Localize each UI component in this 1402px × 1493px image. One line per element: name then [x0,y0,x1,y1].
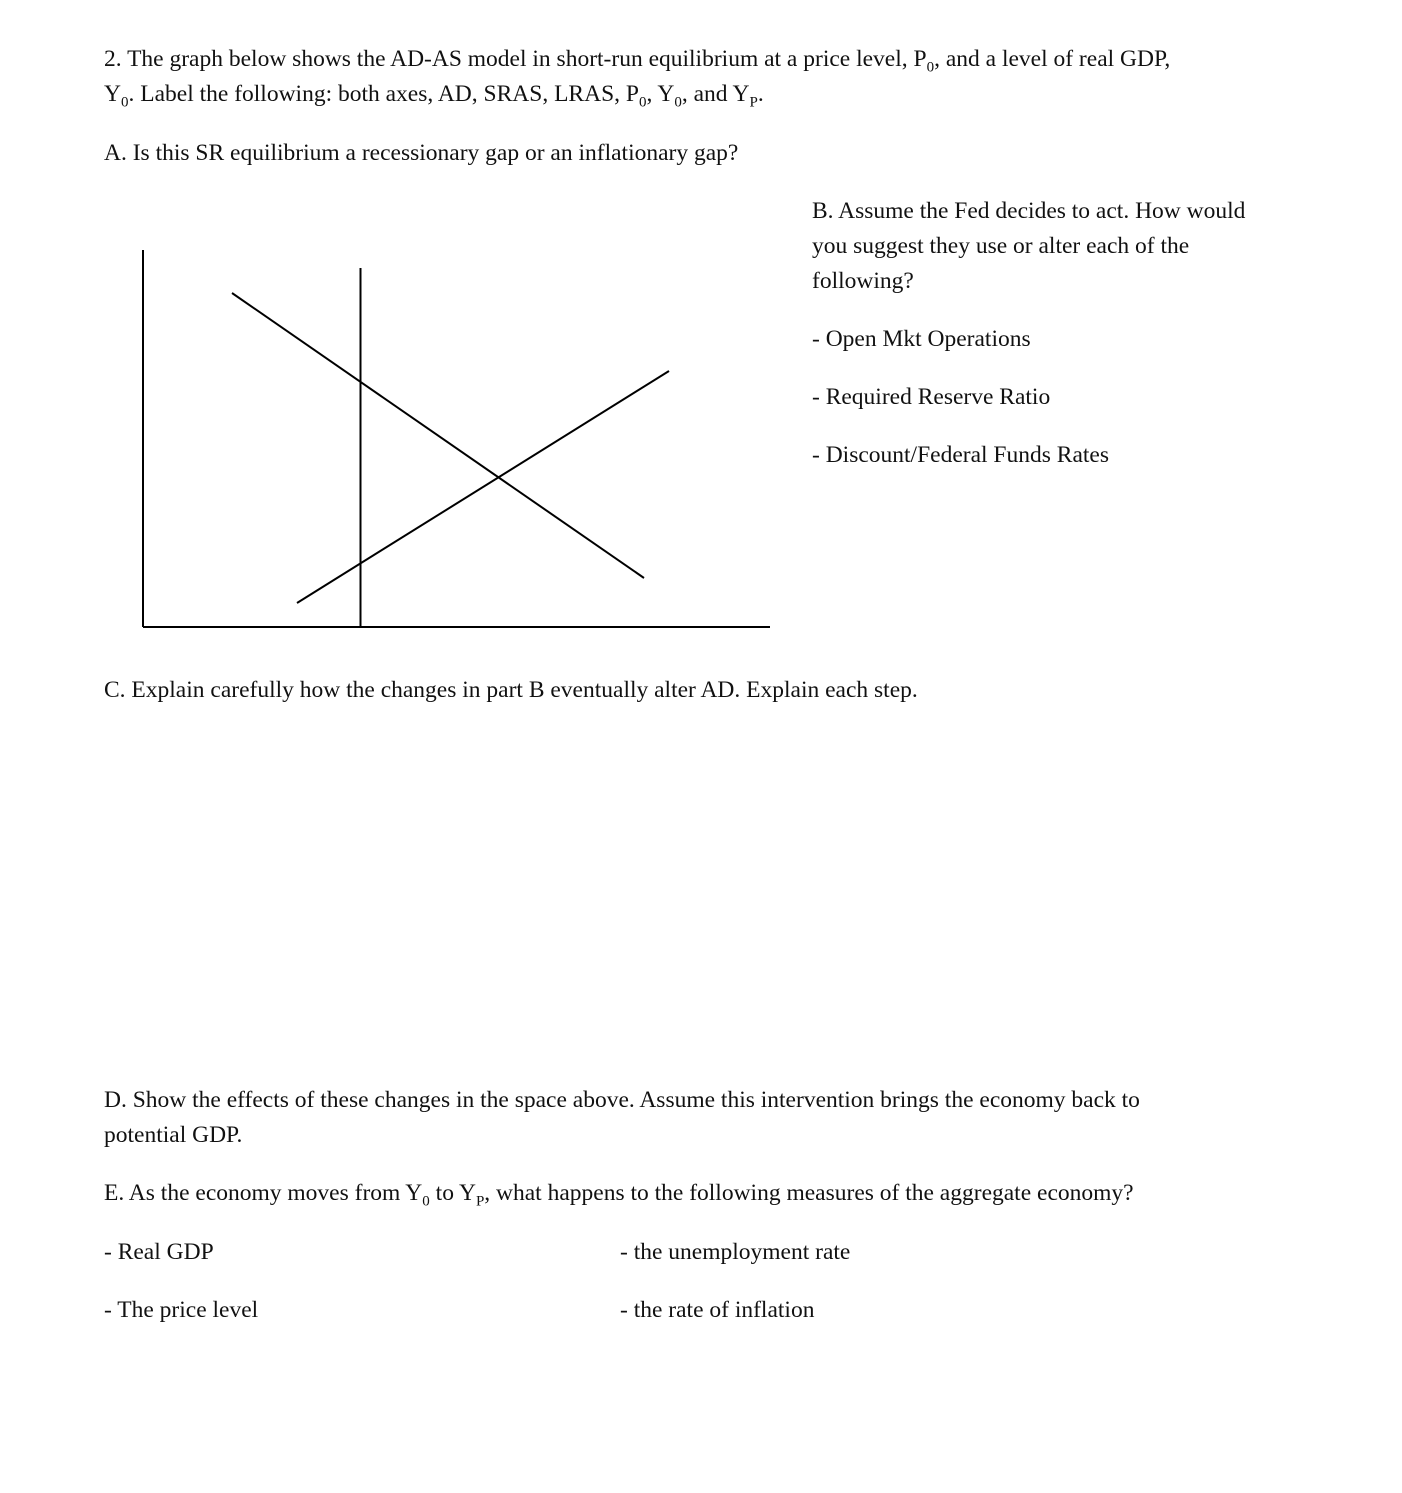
question-intro-text: . Label the following: both axes, AD, SRAS, LRAS, P [128,81,639,107]
part-e-text: to Y [429,1180,476,1206]
part-e-text: E. As the economy moves from Y [104,1180,423,1206]
sras-line [297,371,669,603]
ad-line [232,293,644,578]
part-e-text: , what happens to the following measures of the aggregate economy? [484,1180,1134,1206]
subscript: 0 [638,94,647,111]
part-e-item-inflation: - the rate of inflation [620,1297,815,1323]
part-d-line1: D. Show the effects of these changes in the space above. Assume this intervention brings the economy back to [104,1087,1140,1113]
part-d-line2: potential GDP. [104,1122,243,1148]
subscript: P [749,94,758,111]
question-intro-line2 [104,77,764,121]
part-a-question: A. Is this SR equilibrium a recessionary gap or an inflationary gap? [104,140,739,166]
subscript: 0 [120,94,129,111]
question-intro-text: . [757,81,764,107]
subscript: 0 [926,59,935,76]
question-intro-text: , and a level of real GDP, [934,46,1171,72]
part-b-item-discount-rates: - Discount/Federal Funds Rates [812,442,1109,468]
part-e-item-real-gdp: - Real GDP [104,1239,214,1265]
part-c-question: C. Explain carefully how the changes in part B eventually alter AD. Explain each step. [104,677,918,703]
part-e-item-price-level: - The price level [104,1297,259,1323]
subscript: P [475,1193,485,1210]
question-intro-text: , Y [646,81,675,107]
part-e-question [104,1176,1134,1220]
part-b-line2: you suggest they use or alter each of the [812,233,1190,259]
question-intro-text: Y [104,81,121,107]
part-b-line1: B. Assume the Fed decides to act. How would [812,198,1246,224]
question-intro-text: 2. The graph below shows the AD-AS model in short-run equilibrium at a price level, P [104,46,927,72]
part-e-item-unemployment: - the unemployment rate [620,1239,851,1265]
part-b-item-open-mkt: - Open Mkt Operations [812,326,1031,352]
question-intro-text: , and Y [681,81,750,107]
part-b-line3: following? [812,268,914,294]
part-b-item-reserve-ratio: - Required Reserve Ratio [812,384,1051,410]
subscript: 0 [422,1193,430,1210]
subscript: 0 [674,94,682,111]
